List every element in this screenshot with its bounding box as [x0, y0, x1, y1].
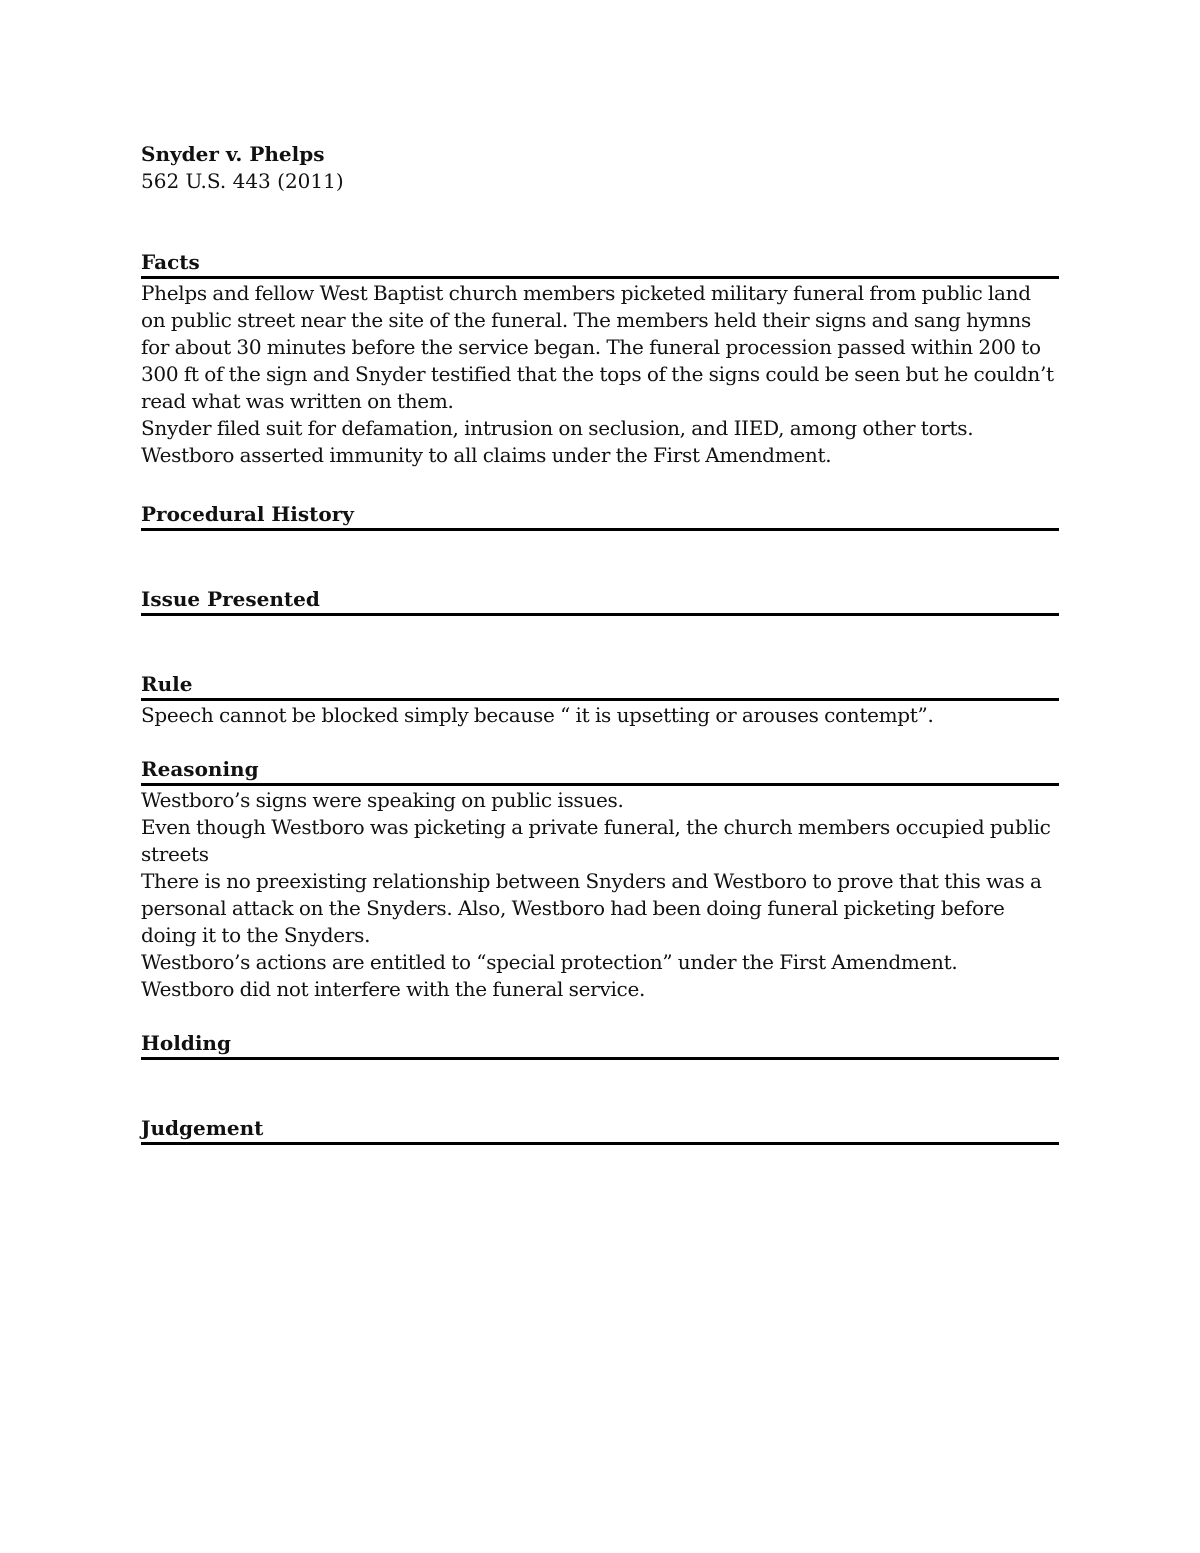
rule-section — [141, 671, 1059, 729]
reasoning-paragraph: Westboro’s signs were speaking on public issues. — [141, 788, 624, 812]
procedural-history-section — [141, 501, 1059, 531]
holding-divider — [141, 1057, 1059, 1060]
reasoning-paragraph: There is no preexisting relationship between Snyders and Westboro to prove that this was a personal attack on the Snyders. Also, Westboro had been doing funeral picketing before doing it to the Snyders. — [141, 869, 1042, 947]
rule-body — [141, 702, 1059, 729]
reasoning-divider — [141, 783, 1059, 786]
rule-divider — [141, 698, 1059, 701]
reasoning-paragraph: Westboro’s actions are entitled to “special protection” under the First Amendment. — [141, 950, 958, 974]
facts-heading: Facts — [141, 250, 200, 274]
reasoning-body — [141, 787, 1059, 1003]
case-title: Snyder v. Phelps — [141, 142, 325, 166]
facts-paragraph: Phelps and fellow West Baptist church members picketed military funeral from public land on public street near the site of the funeral. The members held their signs and sang hymns for about 30 minutes before the service began. The funeral procession passed within 200 to 300 ft of the sign and Snyder testified that the tops of the signs could be seen but he couldn’t read what was written on them. — [141, 281, 1054, 413]
rule-heading: Rule — [141, 672, 193, 696]
judgement-section — [141, 1115, 1059, 1145]
case-citation: 562 U.S. 443 (2011) — [141, 169, 344, 193]
reasoning-heading: Reasoning — [141, 757, 259, 781]
holding-heading: Holding — [141, 1031, 231, 1055]
procedural-history-divider — [141, 528, 1059, 531]
holding-section — [141, 1030, 1059, 1060]
issue-presented-heading: Issue Presented — [141, 587, 320, 611]
reasoning-section — [141, 756, 1059, 1003]
facts-paragraph: Snyder filed suit for defamation, intrusion on seclusion, and IIED, among other torts. Westboro asserted immunity to all claims under the First Amendment. — [141, 416, 974, 467]
issue-presented-divider — [141, 613, 1059, 616]
rule-paragraph: Speech cannot be blocked simply because “ it is upsetting or arouses contempt”. — [141, 703, 934, 727]
judgement-divider — [141, 1142, 1059, 1145]
judgement-heading: Judgement — [141, 1116, 264, 1140]
facts-divider — [141, 276, 1059, 279]
reasoning-paragraph: Westboro did not interfere with the funeral service. — [141, 977, 646, 1001]
issue-presented-section — [141, 586, 1059, 616]
reasoning-paragraph: Even though Westboro was picketing a private funeral, the church members occupied public streets — [141, 815, 1051, 866]
case-brief-page — [141, 141, 1059, 1146]
facts-body — [141, 280, 1059, 469]
procedural-history-heading: Procedural History — [141, 502, 354, 526]
facts-section — [141, 249, 1059, 469]
